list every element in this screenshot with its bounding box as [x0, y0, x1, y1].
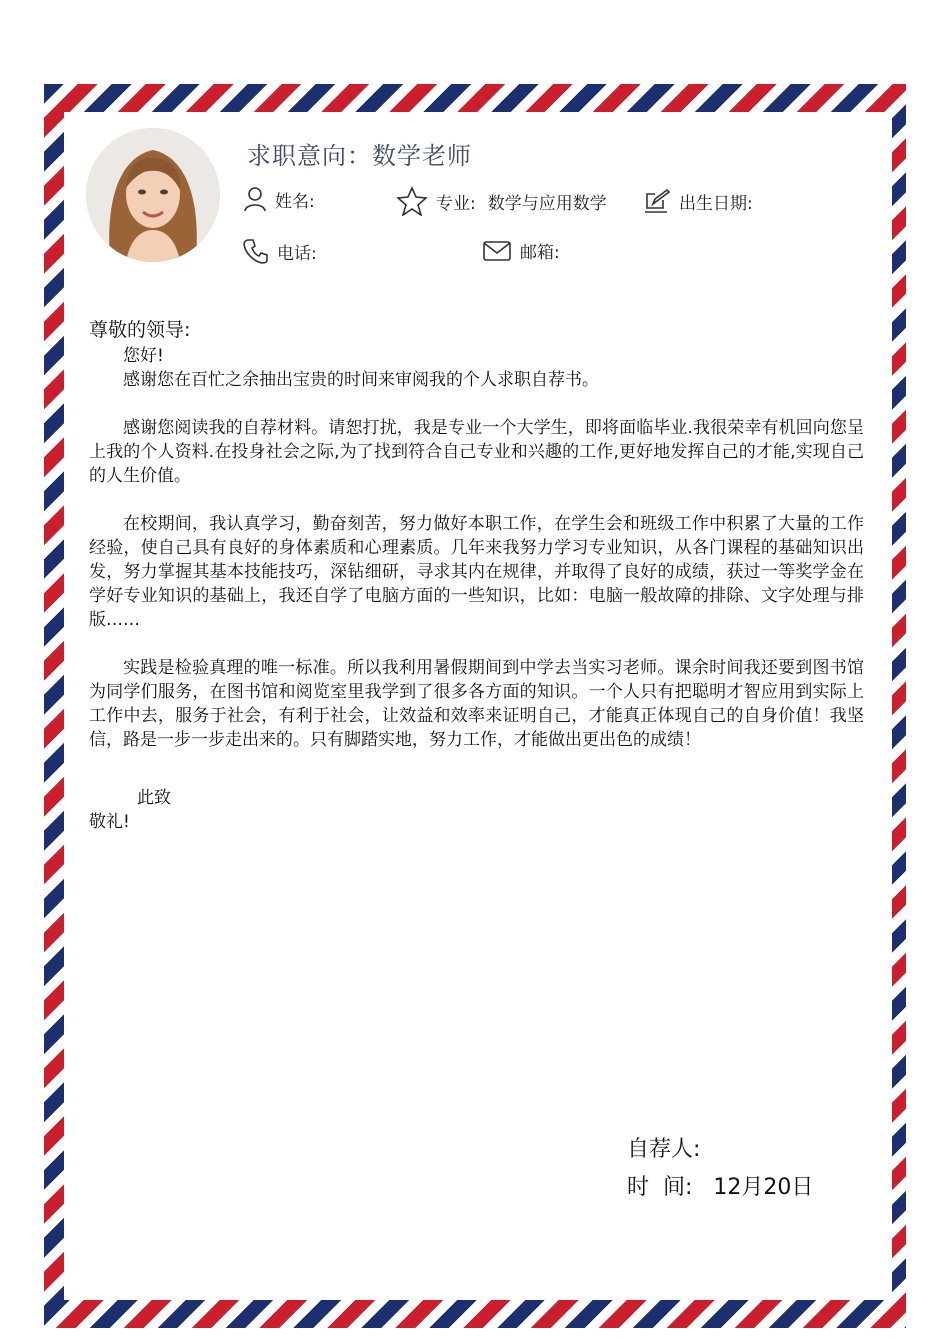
mail-icon	[482, 239, 512, 263]
birth-field	[643, 188, 753, 214]
major-field	[396, 186, 607, 216]
closing-salute: 敬礼!	[89, 812, 130, 832]
name-label: 姓名:	[275, 191, 315, 212]
signature-label: 自荐人:	[627, 1137, 701, 1162]
date-label: 时 间:	[627, 1175, 693, 1200]
thanks-line: 感谢您在百忙之余抽出宝贵的时间来审阅我的个人求职自荐书。	[123, 370, 599, 390]
closing-line: 此致	[137, 788, 171, 808]
phone-label: 电话:	[277, 243, 317, 264]
paragraph-2: 在校期间，我认真学习，勤奋刻苦，努力做好本职工作，在学生会和班级工作中积累了大量的工作经验，使自己具有良好的身体素质和心理素质。几年来我努力学习专业知识，从各门课程的基础知识出发，努力掌握其基本技能技巧，深钻细研，寻求其内在规律，并取得了良好的成绩，获过一等奖学金在学好专业知识的基础上，我还自学了电脑方面的一些知识，比如：电脑一般故障的排除、文字处理与排版……	[89, 514, 864, 630]
major-label: 专业:	[436, 193, 476, 214]
signature-date	[627, 1170, 813, 1201]
hello-line: 您好!	[123, 346, 164, 366]
phone-field	[243, 238, 317, 264]
edit-icon	[643, 188, 671, 214]
email-label: 邮箱:	[520, 243, 560, 263]
avatar	[86, 128, 220, 262]
phone-icon	[243, 238, 269, 264]
major-value: 数学与应用数学	[487, 193, 607, 214]
date-value: 12月20日	[713, 1175, 814, 1200]
paragraph-1: 感谢您阅读我的自荐材料。请恕打扰，我是专业一个大学生，即将面临毕业.我很荣幸有机回向您呈上我的个人资料.在投身社会之际,为了找到符合自己专业和兴趣的工作,更好地发挥自己的才能,实现自己的人生价值。	[89, 418, 864, 486]
email-field	[482, 238, 560, 263]
paragraph-3: 实践是检验真理的唯一标准。所以我利用暑假期间到中学去当实习老师。课余时间我还要到图书馆为同学们服务，在图书馆和阅览室里我学到了很多各方面的知识。一个人只有把聪明才智应用到实际上工作中去，服务于社会，有利于社会，让效益和效率来证明自己，才能真正体现自己的自身价值！我坚信，路是一步一步走出来的。只有脚踏实地，努力工作，才能做出更出色的成绩！	[89, 658, 864, 750]
birth-label: 出生日期:	[679, 193, 753, 214]
star-icon	[396, 186, 428, 216]
job-objective-title: 求职意向：数学老师	[247, 142, 472, 170]
greeting: 尊敬的领导:	[89, 319, 191, 341]
letter-body	[89, 318, 864, 834]
name-field	[243, 186, 315, 212]
person-icon	[243, 186, 267, 212]
